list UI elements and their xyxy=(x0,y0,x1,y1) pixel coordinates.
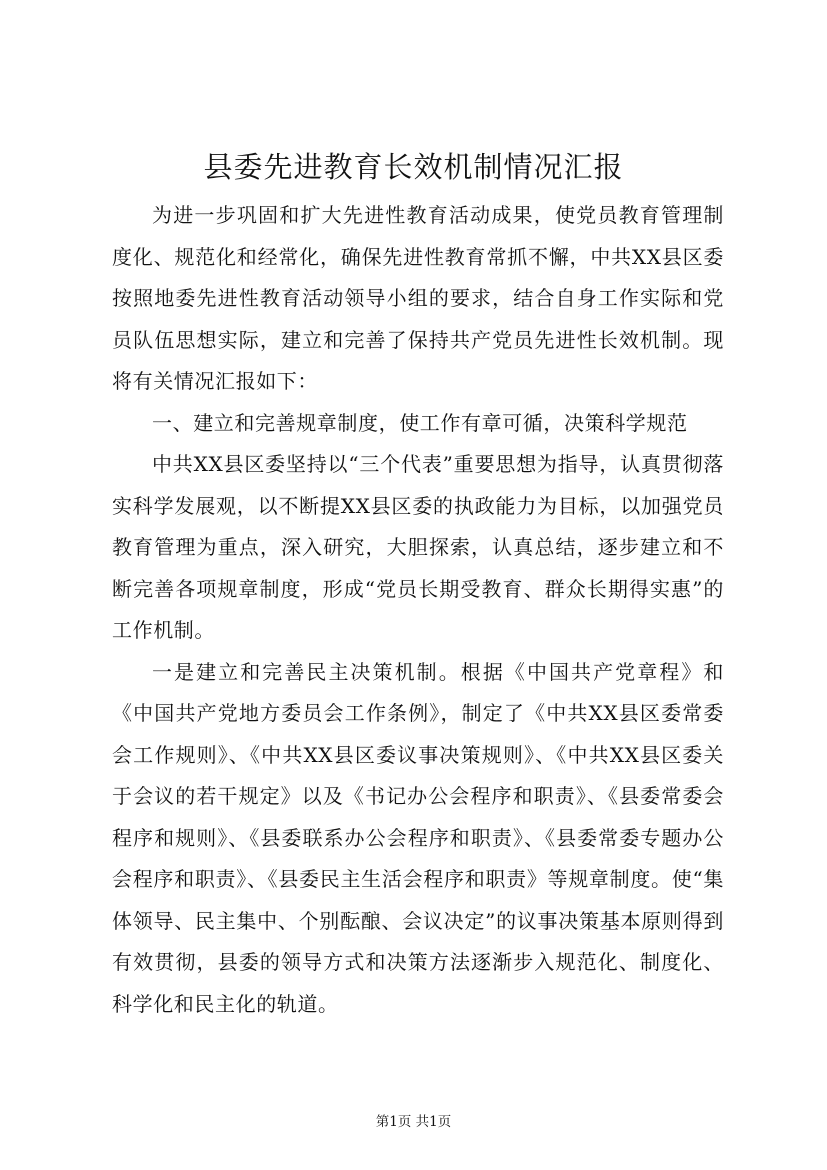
body-paragraph: 中共XX县区委坚持以“三个代表”重要思想为指导，认真贯彻落实科学发展观，以不断提XX县区委的执政能力为目标，以加强党员教育管理为重点，深入研究，大胆探索，认真总结，逐步建立和不断完善各项规章制度，形成“党员长期受教育、群众长期得实惠”的工作机制。 xyxy=(112,452,724,642)
page-number-footer: 第1页 共1页 xyxy=(375,1114,452,1130)
intro-paragraph: 为进一步巩固和扩大先进性教育活动成果，使党员教育管理制度化、规范化和经常化，确保先进性教育常抓不懈，中共XX县区委按照地委先进性教育活动领导小组的要求，结合自身工作实际和党员队伍思想实际，建立和完善了保持共产党员先进性长效机制。现将有关情况汇报如下： xyxy=(112,203,724,393)
document-title: 县委先进教育长效机制情况汇报 xyxy=(203,150,624,184)
body-paragraph: 一是建立和完善民主决策机制。根据《中国共产党章程》和《中国共产党地方委员会工作条例》，制定了《中共XX县区委常委会工作规则》、《中共XX县区委议事决策规则》、《中共XX县区委关于会议的若干规定》以及《书记办公会程序和职责》、《县委常委会程序和规则》、《县委联系办公会程序和职责》、《县委常委专题办公会程序和职责》、《县委民主生活会程序和职责》等规章制度。使“集体领导、民主集中、个别酝酿、会议决定”的议事决策基本原则得到有效贯彻，县委的领导方式和决策方法逐渐步入规范化、制度化、科学化和民主化的轨道。 xyxy=(112,659,724,1016)
document-body xyxy=(112,195,724,1025)
section-heading: 一、建立和完善规章制度，使工作有章可循，决策科学规范 xyxy=(152,410,688,435)
